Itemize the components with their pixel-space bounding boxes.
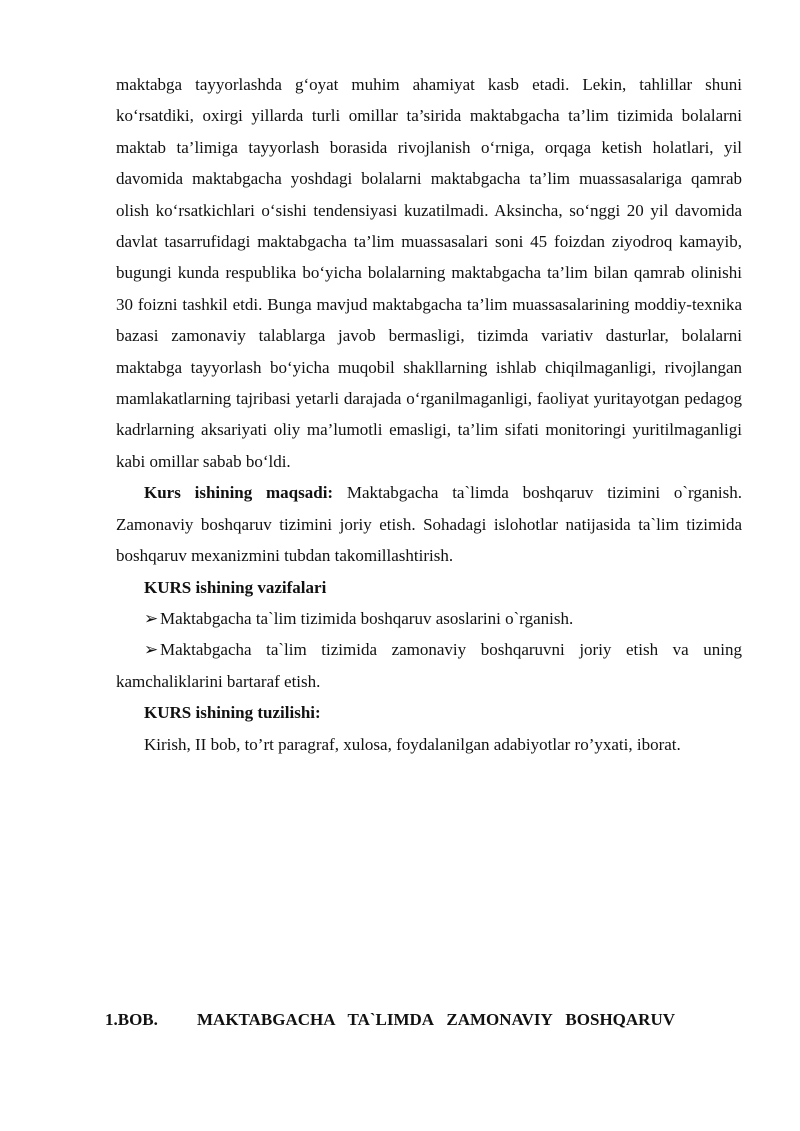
chapter-heading (105, 1010, 745, 1030)
goal-label: Kurs ishining maqsadi: (144, 483, 334, 503)
task-item-2-text: Maktabgacha ta`lim tizimida zamonaviy boshqaruvni joriy etish va uning kamchaliklarini bartaraf etish. (116, 640, 742, 691)
task-item-2 (116, 634, 742, 697)
arrow-bullet-icon: ➢ (144, 608, 159, 628)
goal-paragraph (116, 477, 742, 571)
task-item-1-text: Maktabgacha ta`lim tizimida boshqaruv asoslarini o`rganish. (160, 608, 574, 628)
goal-text: Maktabgacha ta`limda boshqaruv tizimini o`rganish. Zamonaviy boshqaruv tizimini joriy etish. Sohadagi islohotlar natijasida ta`lim tizimida boshqaruv mexanizmini tubdan takomillashtirish. (116, 483, 742, 566)
structure-paragraph: Kirish, II bob, to’rt paragraf, xulosa, foydalanilgan adabiyotlar ro’yxati, iborat. (144, 734, 681, 754)
intro-paragraph: maktabga tayyorlashda g‘oyat muhim ahamiyat kasb etadi. Lekin, tahlillar shuni ko‘rsatdiki, oxirgi yillarda turli omillar ta’sirida maktabgacha ta’lim tizimida bolalarni maktab ta’limiga tayyorlash borasida rivojlanish o‘rniga, orqaga ketish holatlari, yil davomida maktabgacha yoshdagi bolalarni maktabgacha ta’lim muassasalariga qamrab olish ko‘rsatkichlari o‘sishi tendensiyasi kuzatilmadi. Aksincha, so‘nggi 20 yil davomida davlat tasarrufidagi maktabgacha ta’lim muassasalari soni 45 foizdan ziyodroq kamayib, bugungi kunda respublika bo‘yicha bolalarning maktabgacha ta’lim bilan qamrab olinishi 30 foizni tashkil etdi. Bunga mavjud maktabgacha ta’lim muassasalarining moddiy-texnika bazasi zamonaviy talablarga javob bermasligi, tizimda variativ dasturlar, bolalarni maktabga tayyorlash bo‘yicha muqobil shakllarning ishlab chiqilmaganligi, rivojlangan mamlakatlarning tajribasi yetarli darajada o‘rganilmaganligi, faoliyat yuritayotgan pedagog kadrlarning aksariyati oliy ma’lumotli emasligi, ta’lim sifati monitoringi yuritilmaganligi kabi omillar sabab bo‘ldi. (116, 75, 742, 471)
tasks-heading: KURS ishining vazifalari (144, 577, 327, 597)
task-item-1 (116, 603, 742, 634)
structure-heading: KURS ishining tuzilishi: (144, 703, 321, 723)
chapter-number: 1.BOB. (105, 1010, 158, 1029)
body-text (116, 69, 742, 760)
arrow-bullet-icon: ➢ (144, 640, 159, 660)
chapter-title: MAKTABGACHA TA`LIMDA ZAMONAVIY BOSHQARUV (197, 1010, 676, 1029)
